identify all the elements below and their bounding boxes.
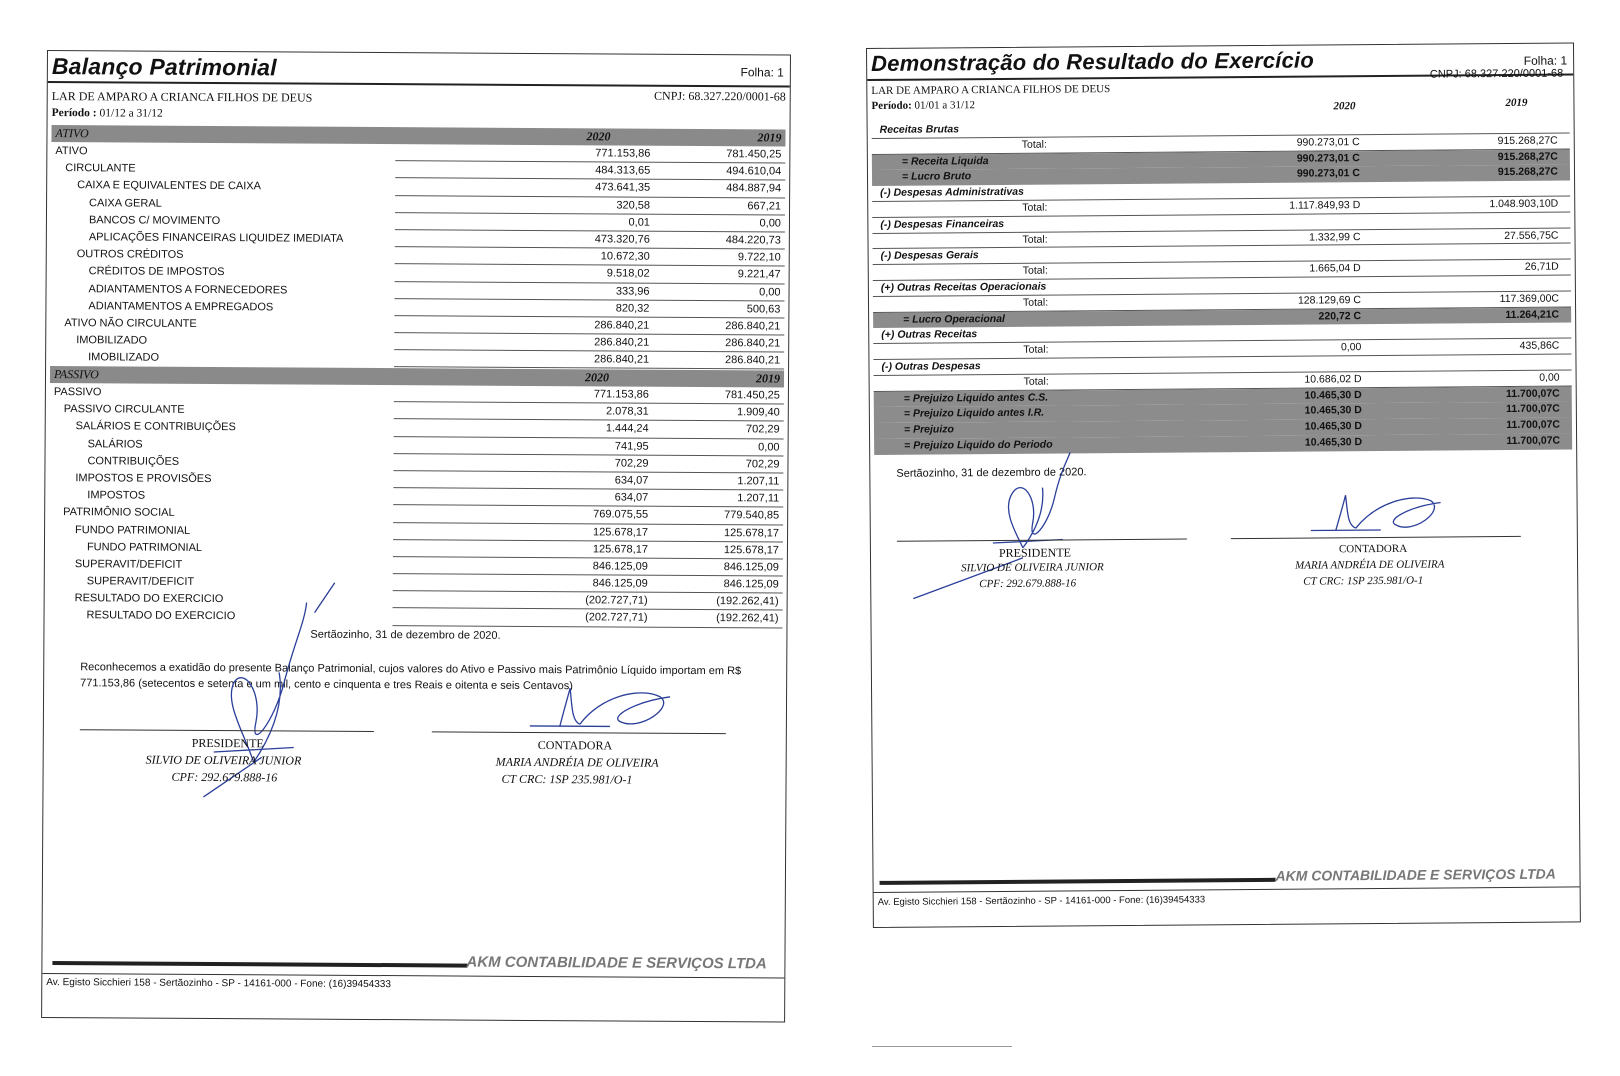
dre-cnpj: CNPJ: 68.327.220/0001-68 bbox=[1429, 67, 1564, 81]
bp-address: Av. Egisto Sicchieri 158 - Sertãozinho - SP - 14161-000 - Fone: (16)39454333 bbox=[46, 977, 391, 991]
row-label: = Receita Liquida bbox=[901, 154, 989, 168]
row-label: RESULTADO DO EXERCICIO bbox=[74, 592, 224, 606]
row-label: CAIXA E EQUIVALENTES DE CAIXA bbox=[77, 179, 262, 193]
bp-akm-bar bbox=[52, 961, 467, 968]
row-value-2020: 9.518,02 bbox=[606, 267, 650, 280]
row-value-2020: 484.313,65 bbox=[595, 164, 651, 177]
row-value-2019: 117.369,00C bbox=[1499, 292, 1560, 305]
row-value-2020: 10.465,30 D bbox=[1304, 436, 1363, 449]
row-label: = Lucro Bruto bbox=[901, 170, 972, 184]
row-value-2020: 10.465,30 D bbox=[1304, 404, 1362, 417]
row-value-2019: (192.262,41) bbox=[716, 595, 779, 608]
row-value-2020: (202.727,71) bbox=[585, 594, 648, 607]
row-label: BANCOS C/ MOVIMENTO bbox=[88, 214, 221, 227]
row-value-2019: 915.268,27C bbox=[1497, 165, 1559, 179]
row-label: CIRCULANTE bbox=[65, 162, 136, 175]
bp-ativo-table bbox=[50, 125, 785, 370]
row-value-2020: 10.465,30 D bbox=[1304, 420, 1363, 433]
row-label: RESULTADO DO EXERCICIO bbox=[86, 609, 236, 623]
row-label: FUNDO PATRIMONIAL bbox=[75, 523, 191, 537]
row-label: = Prejuizo Liquido antes C.S. bbox=[903, 391, 1049, 405]
row-value-2020: 2.078,31 bbox=[605, 405, 649, 418]
row-label: CRÉDITOS DE IMPOSTOS bbox=[88, 265, 225, 279]
dre-periodo bbox=[871, 99, 975, 112]
row-value-2019: 915.268,27C bbox=[1497, 150, 1558, 163]
bp-title-row bbox=[48, 51, 790, 88]
row-rule bbox=[392, 625, 782, 628]
row-value-2020: 473.320,76 bbox=[594, 233, 650, 246]
row-label: (+) Outras Receitas bbox=[881, 328, 978, 342]
row-value-2019: 27.556,75C bbox=[1504, 229, 1559, 242]
bp-org-name: LAR DE AMPARO A CRIANCA FILHOS DE DEUS bbox=[51, 89, 313, 105]
bp-sig-right-doc: CT CRC: 1SP 235.981/O-1 bbox=[501, 771, 633, 787]
bp-recognition-line-1: Reconhecemos a exatidão do presente Balanço Patrimonial, cujos valores do Ativo e Passivo mais Patrimônio Líquido importam em R$ bbox=[80, 661, 742, 678]
row-value-2020: 286.840,21 bbox=[594, 336, 650, 349]
row-label: = Prejuizo Liquido do Periodo bbox=[904, 438, 1053, 452]
row-value-2020: 1.332,99 C bbox=[1309, 230, 1361, 244]
row-value-2020: 333,96 bbox=[615, 284, 650, 298]
row-value-2019: 846.125,09 bbox=[723, 578, 779, 591]
row-label: (+) Outras Receitas Operacionais bbox=[880, 280, 1047, 294]
row-value-2020: 10.672,30 bbox=[600, 250, 650, 263]
stray-line bbox=[872, 1046, 1012, 1047]
dre-folha: Folha: 1 bbox=[1523, 53, 1568, 68]
dre-address-divider bbox=[874, 886, 1580, 893]
row-value-2020: 1.665,04 D bbox=[1309, 262, 1361, 275]
row-value-2020: 0,01 bbox=[628, 216, 650, 229]
row-value-2020: 771.153,86 bbox=[595, 147, 651, 160]
row-label: ADIANTAMENTOS A FORNECEDORES bbox=[88, 282, 288, 296]
row-label: APLICAÇÕES FINANCEIRAS LIQUIDEZ IMEDIATA bbox=[88, 231, 344, 245]
dre-address: Av. Egisto Sicchieri 158 - Sertãozinho - SP - 14161-000 - Fone: (16)39454333 bbox=[877, 894, 1206, 908]
bp-sig-left-role: PRESIDENTE bbox=[191, 735, 264, 751]
dre-sig-right-doc: CT CRC: 1SP 235.981/O-1 bbox=[1303, 574, 1424, 588]
row-value-2019: 781.450,25 bbox=[724, 389, 780, 402]
row-label: SALÁRIOS E CONTRIBUIÇÕES bbox=[75, 420, 236, 434]
row-value-2020: 320,58 bbox=[616, 199, 651, 212]
row-value-2019: 11.264,21C bbox=[1505, 308, 1560, 321]
row-label: SUPERAVIT/DEFICIT bbox=[86, 575, 195, 588]
dre-rows bbox=[872, 117, 1573, 454]
row-label: Total: bbox=[1022, 201, 1048, 214]
row-label: = Lucro Operacional bbox=[903, 312, 1006, 326]
row-value-2020: 634,07 bbox=[614, 491, 649, 504]
dre-col-2020: 2020 bbox=[1333, 100, 1356, 113]
row-value-2020: 125.678,17 bbox=[592, 543, 648, 556]
row-value-2020: 0,00 bbox=[1340, 341, 1362, 354]
row-label: IMOBILIZADO bbox=[76, 334, 148, 347]
row-label: PASSIVO bbox=[53, 386, 102, 399]
bp-ativo-rows bbox=[50, 142, 785, 370]
row-value-2020: 128.129,69 C bbox=[1297, 293, 1362, 307]
bp-sig-right-name: MARIA ANDRÉIA DE OLIVEIRA bbox=[495, 754, 659, 770]
row-value-2020: 1.444,24 bbox=[605, 422, 649, 436]
dre-sig-left-role: PRESIDENTE bbox=[998, 545, 1072, 560]
bp-ativo-header-label: ATIVO bbox=[55, 126, 89, 141]
row-label: Receitas Brutas bbox=[879, 123, 960, 136]
row-value-2020: 10.465,30 D bbox=[1304, 388, 1362, 402]
bp-folha: Folha: 1 bbox=[740, 65, 784, 80]
bp-accountant-signature bbox=[520, 676, 700, 737]
bp-passivo-header-2020: 2020 bbox=[584, 370, 610, 385]
row-value-2020: 10.686,02 D bbox=[1304, 372, 1362, 386]
row-label: Total: bbox=[1022, 296, 1049, 309]
bp-akm-company: AKM CONTABILIDADE E SERVIÇOS LTDA bbox=[466, 953, 767, 973]
row-value-2020: 990.273,01 C bbox=[1296, 167, 1361, 181]
row-value-2019: 9.722,10 bbox=[737, 251, 781, 264]
row-value-2019: 286.840,21 bbox=[725, 337, 781, 350]
row-label: Total: bbox=[1022, 233, 1048, 246]
bp-recognition-line-2: 771.153,86 (setecentos e setenta e um mil, cento e cinquenta e tres Reais e oitenta e seis Centavos) bbox=[80, 677, 574, 693]
row-label: Total: bbox=[1022, 264, 1048, 277]
bp-passivo-header-label: PASSIVO bbox=[53, 367, 99, 382]
row-value-2020: 286.840,21 bbox=[594, 319, 650, 332]
row-label: (-) Despesas Financeiras bbox=[880, 217, 1005, 231]
bp-periodo-value: 01/12 a 31/12 bbox=[99, 107, 163, 120]
dre-title: Demonstração do Resultado do Exercício bbox=[871, 47, 1315, 76]
row-label: ATIVO bbox=[55, 145, 88, 158]
row-label: OUTROS CRÉDITOS bbox=[76, 248, 184, 261]
row-value-2019: (192.262,41) bbox=[716, 612, 779, 625]
dre-sig-right-name: MARIA ANDRÉIA DE OLIVEIRA bbox=[1295, 558, 1445, 572]
row-label: IMPOSTOS bbox=[87, 489, 146, 502]
bp-sig-left-doc: CPF: 292.679.888-16 bbox=[171, 769, 278, 785]
bp-passivo-table bbox=[48, 366, 784, 628]
row-value-2019: 435,86C bbox=[1519, 339, 1560, 353]
row-label: Total: bbox=[1023, 343, 1049, 356]
row-label: SUPERAVIT/DEFICIT bbox=[74, 558, 183, 571]
row-value-2020: 634,07 bbox=[614, 474, 649, 487]
row-value-2019: 1.048.903,10D bbox=[1489, 197, 1559, 211]
row-value-2019: 494.610,04 bbox=[726, 165, 782, 178]
bp-city-date: Sertãozinho, 31 de dezembro de 2020. bbox=[310, 628, 501, 642]
row-label: Total: bbox=[1023, 375, 1049, 388]
row-value-2019: 0,00 bbox=[1539, 371, 1560, 384]
row-value-2019: 484.220,73 bbox=[725, 234, 781, 247]
dre-col-2019: 2019 bbox=[1505, 96, 1528, 109]
row-value-2019: 11.700,07C bbox=[1505, 387, 1560, 400]
dre-periodo-value: 01/01 a 31/12 bbox=[914, 99, 976, 112]
row-label: (-) Outras Despesas bbox=[881, 360, 981, 373]
row-label: CONTRIBUIÇÕES bbox=[87, 455, 180, 468]
row-value-2019: 125.678,17 bbox=[723, 526, 780, 539]
dre-akm-bar bbox=[880, 878, 1276, 885]
row-label: PASSIVO CIRCULANTE bbox=[63, 403, 185, 417]
row-value-2019: 26,71D bbox=[1524, 260, 1559, 274]
bp-passivo-rows bbox=[48, 383, 783, 628]
row-label: PATRIMÔNIO SOCIAL bbox=[63, 506, 175, 520]
row-value-2019: 125.678,17 bbox=[723, 543, 779, 557]
bp-passivo-header-2019: 2019 bbox=[755, 371, 781, 386]
row-value-2019: 779.540,85 bbox=[724, 509, 780, 522]
row-value-2019: 1.207,11 bbox=[737, 475, 780, 488]
dre-akm-company: AKM CONTABILIDADE E SERVIÇOS LTDA bbox=[1275, 865, 1556, 884]
row-value-2020: 741,95 bbox=[614, 440, 649, 453]
dre-city-date: Sertãozinho, 31 de dezembro de 2020. bbox=[896, 466, 1087, 480]
bp-periodo bbox=[52, 107, 163, 120]
row-label: FUNDO PATRIMONIAL bbox=[86, 540, 203, 554]
row-label: = Prejuizo bbox=[903, 423, 954, 436]
dre-table bbox=[872, 117, 1573, 454]
row-value-2019: 0,00 bbox=[759, 217, 781, 230]
row-label: ADIANTAMENTOS A EMPREGADOS bbox=[88, 299, 274, 314]
row-label: IMOBILIZADO bbox=[88, 351, 160, 364]
bp-cnpj: CNPJ: 68.327.220/0001-68 bbox=[654, 88, 786, 104]
row-value-2020: 702,29 bbox=[614, 457, 649, 470]
row-label: (-) Despesas Gerais bbox=[880, 249, 979, 263]
row-label: CAIXA GERAL bbox=[89, 196, 162, 210]
table-row bbox=[48, 606, 782, 628]
row-label: IMPOSTOS E PROVISÕES bbox=[75, 472, 212, 485]
row-value-2020: 125.678,17 bbox=[592, 525, 649, 539]
row-value-2020: 771.153,86 bbox=[593, 388, 649, 401]
dre-sheet bbox=[866, 42, 1581, 928]
row-value-2019: 846.125,09 bbox=[723, 561, 779, 574]
row-value-2019: 1.909,40 bbox=[736, 406, 780, 419]
row-label: = Prejuizo Liquido antes I.R. bbox=[903, 406, 1045, 421]
row-label: ATIVO NÃO CIRCULANTE bbox=[64, 316, 197, 330]
row-value-2019: 667,21 bbox=[747, 199, 782, 213]
row-value-2020: 846.125,09 bbox=[592, 577, 648, 590]
row-value-2019: 702,29 bbox=[745, 458, 780, 471]
bp-title: Balanço Patrimonial bbox=[51, 53, 277, 81]
row-value-2019: 0,00 bbox=[759, 285, 781, 298]
bp-periodo-label: Período : bbox=[51, 107, 97, 120]
dre-sig-left-doc: CPF: 292.679.888-16 bbox=[979, 577, 1077, 591]
row-value-2019: 915.268,27C bbox=[1497, 134, 1558, 147]
row-value-2019: 9.221,47 bbox=[737, 268, 781, 281]
row-value-2019: 781.450,25 bbox=[726, 148, 782, 161]
row-value-2020: 1.117.849,93 D bbox=[1289, 199, 1361, 212]
row-value-2019: 11.700,07C bbox=[1506, 434, 1561, 447]
bp-ativo-header-2019: 2019 bbox=[757, 130, 782, 145]
row-value-2019: 11.700,07C bbox=[1506, 402, 1560, 416]
row-value-2019: 500,63 bbox=[746, 302, 781, 316]
dre-periodo-label: Período: bbox=[871, 99, 912, 112]
row-value-2020: 473.641,35 bbox=[595, 181, 651, 195]
row-value-2019: 702,29 bbox=[746, 423, 780, 436]
row-value-2019: 1.207,11 bbox=[737, 492, 780, 505]
dre-sig-left-name: SILVIO DE OLIVEIRA JUNIOR bbox=[961, 561, 1104, 575]
dre-org-name: LAR DE AMPARO A CRIANCA FILHOS DE DEUS bbox=[871, 83, 1111, 97]
bp-sig-left-name: SILVIO DE OLIVEIRA JUNIOR bbox=[145, 752, 302, 768]
row-label: (-) Despesas Administrativas bbox=[880, 185, 1024, 200]
row-value-2020: 220,72 C bbox=[1318, 309, 1362, 323]
row-value-2020: 990.273,01 C bbox=[1296, 135, 1360, 149]
row-value-2020: 820,32 bbox=[615, 302, 650, 315]
row-value-2019: 484.887,94 bbox=[726, 182, 782, 195]
balanco-patrimonial-sheet bbox=[41, 50, 791, 1023]
bp-ativo-header-2020: 2020 bbox=[586, 129, 611, 144]
row-value-2019: 286.840,21 bbox=[725, 354, 781, 367]
row-value-2019: 286.840,21 bbox=[725, 320, 781, 333]
row-label: Total: bbox=[1021, 138, 1047, 151]
row-value-2019: 0,00 bbox=[758, 440, 780, 454]
row-value-2020: 286.840,21 bbox=[594, 353, 650, 366]
row-value-2020: 769.075,55 bbox=[593, 508, 649, 521]
row-value-2020: 846.125,09 bbox=[592, 560, 648, 573]
bp-sig-right-role: CONTADORA bbox=[537, 738, 613, 753]
row-value-2019: 11.700,07C bbox=[1506, 418, 1561, 432]
row-value-2020: 990.273,01 C bbox=[1296, 151, 1360, 165]
dre-sig-right-role: CONTADORA bbox=[1338, 542, 1408, 556]
row-value-2020: (202.727,71) bbox=[585, 611, 648, 625]
row-label: SALÁRIOS bbox=[87, 437, 143, 451]
